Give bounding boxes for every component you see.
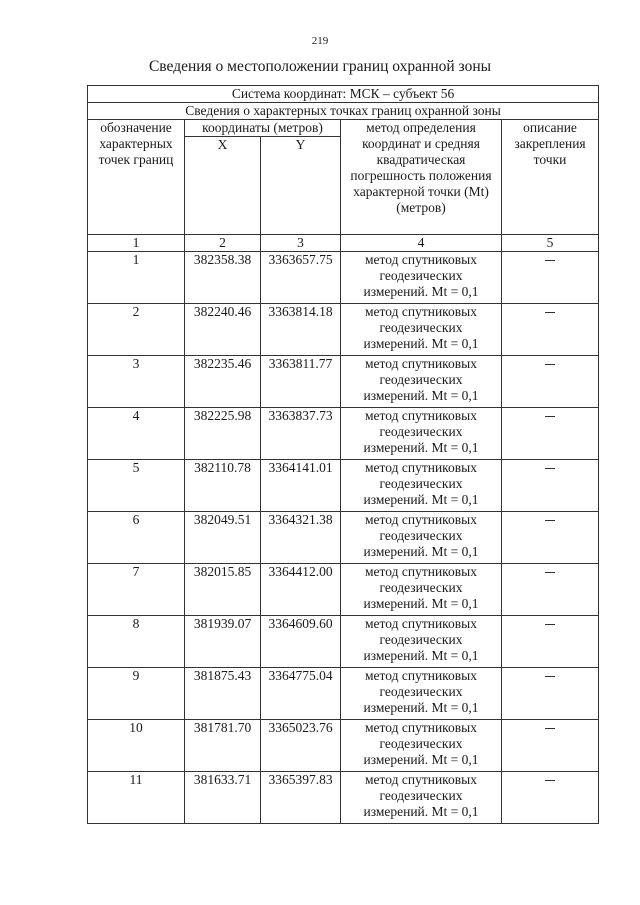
y-coordinate-cell: 3364609.60 (261, 616, 341, 668)
table-row (88, 304, 599, 356)
method-line: метод спутниковых (365, 772, 477, 787)
point-number-cell: 9 (88, 668, 185, 720)
x-coordinate-cell: 382015.85 (185, 564, 261, 616)
method-line: измерений. Mt = 0,1 (363, 544, 479, 559)
table-row (88, 460, 599, 512)
header-row-1 (88, 120, 599, 137)
method-line: метод спутниковых (365, 252, 477, 267)
table-row (88, 616, 599, 668)
description-cell (502, 564, 599, 616)
description-cell (502, 356, 599, 408)
x-coordinate-cell: 382235.46 (185, 356, 261, 408)
column-number: 5 (502, 235, 599, 252)
coordinates-header: координаты (метров) (185, 120, 341, 137)
boundary-points-table (87, 85, 599, 824)
point-number-cell: 1 (88, 252, 185, 304)
dash-mark (545, 728, 555, 729)
point-number-cell: 8 (88, 616, 185, 668)
y-coordinate-cell: 3363657.75 (261, 252, 341, 304)
method-line: измерений. Mt = 0,1 (363, 648, 479, 663)
y-coordinate-cell: 3363837.73 (261, 408, 341, 460)
column-number: 3 (261, 235, 341, 252)
page-number: 219 (311, 35, 329, 47)
method-line: метод спутниковых (365, 668, 477, 683)
method-cell (341, 772, 502, 824)
method-cell (341, 512, 502, 564)
table-row (88, 252, 599, 304)
x-coordinate-cell: 382225.98 (185, 408, 261, 460)
method-cell (341, 668, 502, 720)
x-coordinate-cell: 382049.51 (185, 512, 261, 564)
method-cell (341, 720, 502, 772)
method-line: измерений. Mt = 0,1 (363, 284, 479, 299)
method-line: геодезических (379, 580, 463, 595)
x-coordinate-cell: 382358.38 (185, 252, 261, 304)
method-line: метод спутниковых (365, 720, 477, 735)
description-cell (502, 772, 599, 824)
x-coordinate-cell: 382240.46 (185, 304, 261, 356)
y-coordinate-cell: 3365023.76 (261, 720, 341, 772)
y-coordinate-cell: 3364321.38 (261, 512, 341, 564)
point-number-cell: 5 (88, 460, 185, 512)
method-line: геодезических (379, 424, 463, 439)
method-line: метод спутниковых (365, 512, 477, 527)
description-cell (502, 668, 599, 720)
method-line: метод спутниковых (365, 356, 477, 371)
table-subtitle-cell: Сведения о характерных точках границ охранной зоны (88, 103, 599, 120)
y-coordinate-cell: 3363814.18 (261, 304, 341, 356)
description-cell (502, 512, 599, 564)
column-number-row (88, 235, 599, 252)
table-row (88, 564, 599, 616)
subtitle-row (88, 103, 599, 120)
point-number-cell: 2 (88, 304, 185, 356)
description-cell (502, 616, 599, 668)
x-coordinate-cell: 381633.71 (185, 772, 261, 824)
method-header: метод определения координат и средняя квадратическая погрешность положения характерной точки (Mt) (метров) (341, 120, 502, 235)
dash-mark (545, 416, 555, 417)
method-line: метод спутниковых (365, 460, 477, 475)
x-header: X (185, 137, 261, 235)
y-header: Y (261, 137, 341, 235)
designation-header: обозначение характерных точек границ (88, 120, 185, 235)
method-line: геодезических (379, 736, 463, 751)
method-line: измерений. Mt = 0,1 (363, 388, 479, 403)
dash-mark (545, 676, 555, 677)
method-line: геодезических (379, 788, 463, 803)
table-row (88, 720, 599, 772)
y-coordinate-cell: 3363811.77 (261, 356, 341, 408)
point-number-cell: 7 (88, 564, 185, 616)
column-number: 1 (88, 235, 185, 252)
dash-mark (545, 572, 555, 573)
dash-mark (545, 624, 555, 625)
description-cell (502, 460, 599, 512)
method-line: измерений. Mt = 0,1 (363, 492, 479, 507)
method-line: метод спутниковых (365, 564, 477, 579)
y-coordinate-cell: 3364775.04 (261, 668, 341, 720)
coordinate-system-cell: Система координат: МСК – субъект 56 (88, 86, 599, 103)
x-coordinate-cell: 381875.43 (185, 668, 261, 720)
point-number-cell: 3 (88, 356, 185, 408)
x-coordinate-cell: 382110.78 (185, 460, 261, 512)
table-row (88, 668, 599, 720)
method-line: геодезических (379, 632, 463, 647)
description-header: описание закрепления точки (502, 120, 599, 235)
table-row (88, 408, 599, 460)
y-coordinate-cell: 3365397.83 (261, 772, 341, 824)
method-cell (341, 460, 502, 512)
dash-mark (545, 520, 555, 521)
method-cell (341, 252, 502, 304)
coordinate-system-row (88, 86, 599, 103)
dash-mark (545, 780, 555, 781)
description-cell (502, 408, 599, 460)
table-row (88, 772, 599, 824)
method-line: геодезических (379, 528, 463, 543)
method-line: геодезических (379, 684, 463, 699)
method-cell (341, 616, 502, 668)
method-cell (341, 564, 502, 616)
method-line: измерений. Mt = 0,1 (363, 700, 479, 715)
method-cell (341, 304, 502, 356)
y-coordinate-cell: 3364412.00 (261, 564, 341, 616)
dash-mark (545, 468, 555, 469)
method-line: геодезических (379, 320, 463, 335)
method-cell (341, 408, 502, 460)
column-number: 4 (341, 235, 502, 252)
description-cell (502, 304, 599, 356)
table-body (88, 86, 599, 824)
method-line: метод спутниковых (365, 616, 477, 631)
point-number-cell: 6 (88, 512, 185, 564)
dash-mark (545, 260, 555, 261)
method-line: измерений. Mt = 0,1 (363, 752, 479, 767)
point-number-cell: 11 (88, 772, 185, 824)
point-number-cell: 10 (88, 720, 185, 772)
table-row (88, 512, 599, 564)
method-cell (341, 356, 502, 408)
method-line: измерений. Mt = 0,1 (363, 596, 479, 611)
method-line: измерений. Mt = 0,1 (363, 440, 479, 455)
description-cell (502, 720, 599, 772)
description-cell (502, 252, 599, 304)
method-line: измерений. Mt = 0,1 (363, 804, 479, 819)
x-coordinate-cell: 381939.07 (185, 616, 261, 668)
method-line: измерений. Mt = 0,1 (363, 336, 479, 351)
method-line: геодезических (379, 476, 463, 491)
method-line: геодезических (379, 372, 463, 387)
point-number-cell: 4 (88, 408, 185, 460)
y-coordinate-cell: 3364141.01 (261, 460, 341, 512)
document-title: Сведения о местоположении границ охранной зоны (148, 58, 492, 75)
x-coordinate-cell: 381781.70 (185, 720, 261, 772)
method-line: метод спутниковых (365, 408, 477, 423)
column-number: 2 (185, 235, 261, 252)
dash-mark (545, 364, 555, 365)
dash-mark (545, 312, 555, 313)
method-line: геодезических (379, 268, 463, 283)
table-row (88, 356, 599, 408)
method-line: метод спутниковых (365, 304, 477, 319)
